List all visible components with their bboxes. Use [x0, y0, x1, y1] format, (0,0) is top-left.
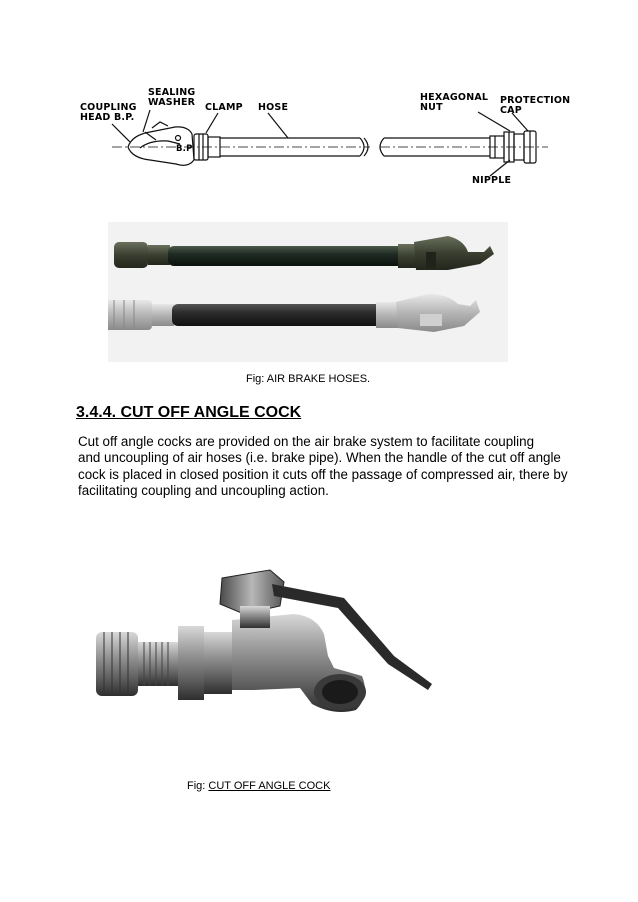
- bottom-hose: [108, 294, 480, 332]
- label-bp: B.P: [176, 144, 193, 154]
- label-nipple: NIPPLE: [472, 175, 512, 186]
- label-sealing-washer: SEALING WASHER: [148, 87, 196, 108]
- section-paragraph: [78, 434, 568, 500]
- label-clamp: CLAMP: [205, 102, 243, 113]
- angle-cock-photo: [94, 556, 440, 716]
- section-heading: 3.4.4. CUT OFF ANGLE COCK: [76, 404, 302, 421]
- figure2-caption-prefix: Fig:: [187, 780, 209, 792]
- paragraph-line: Cut off angle cocks are provided on the air brake system to facilitate coupling: [78, 434, 535, 449]
- paragraph-line: cock is placed in closed position it cuts off the passage of compressed air, there by: [78, 466, 568, 482]
- angle-cock-illustration: [94, 556, 440, 716]
- paragraph-line: facilitating coupling and uncoupling action.: [78, 483, 329, 499]
- hose-line-drawing: [0, 0, 638, 200]
- figure2-caption: [187, 780, 330, 792]
- figure1-caption: Fig: AIR BRAKE HOSES.: [246, 373, 371, 385]
- label-hose: HOSE: [258, 102, 289, 113]
- label-hexagonal-nut: HEXAGONAL NUT: [420, 92, 489, 113]
- air-brake-hoses-photo: [108, 222, 508, 362]
- figure2-caption-title: CUT OFF ANGLE COCK: [208, 780, 331, 792]
- hoses-illustration: [108, 222, 508, 362]
- label-protection-cap: PROTECTION CAP: [500, 95, 571, 116]
- label-coupling-head: COUPLING HEAD B.P.: [80, 102, 137, 123]
- top-hose: [114, 236, 494, 270]
- paragraph-line: and uncoupling of air hoses (i.e. brake pipe). When the handle of the cut off angle: [78, 450, 561, 466]
